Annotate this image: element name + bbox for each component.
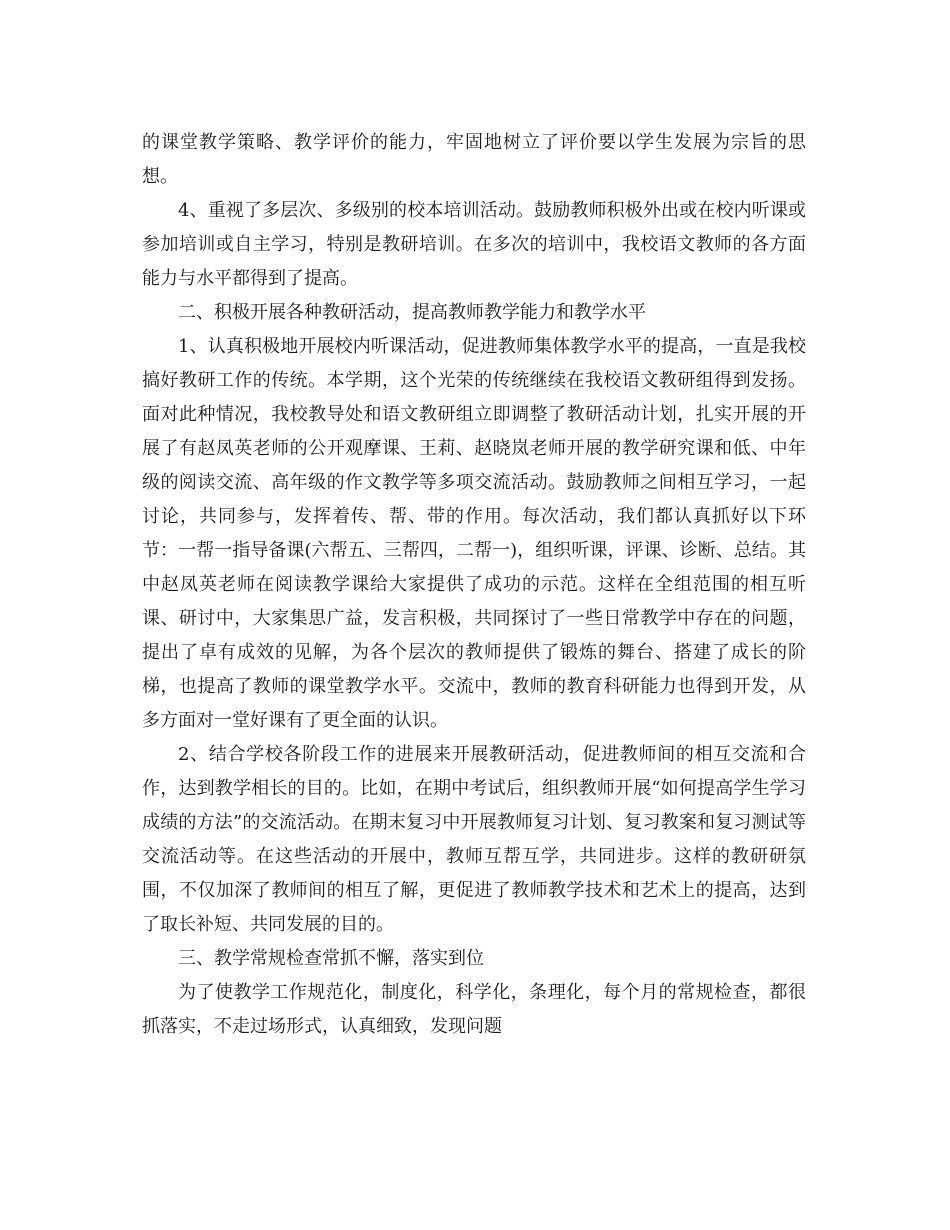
paragraph-2: 4、重视了多层次、多级别的校本培训活动。鼓励教师积极外出或在校内听课或参加培训或自主学习，特别是教研培训。在多次的培训中，我校语文教师的各方面能力与水平都得到了提高。 [142,200,806,289]
paragraph-3: 1、认真积极地开展校内听课活动，促进教师集体教学水平的提高，一直是我校搞好教研工作的传统。本学期，这个光荣的传统继续在我校语文教研组得到发扬。面对此种情况，我校教导处和语文教研组立即调整了教研活动计划，扎实开展的开展了有赵凤英老师的公开观摩课、王莉、赵晓岚老师开展的教学研究课和低、中年级的阅读交流、高年级的作文教学等多项交流活动。鼓励教师之间相互学习，一起讨论，共同参与，发挥着传、帮、带的作用。每次活动，我们都认真抓好以下环节：一帮一指导备课(六帮五、三帮四，二帮一)，组织听课，评课、诊断、总结。其中赵凤英老师在阅读教学课给大家提供了成功的示范。这样在全组范围的相互听课、研讨中，大家集思广益，发言积极，共同探讨了一些日常教学中存在的问题，提出了卓有成效的见解，为各个层次的教师提供了锻炼的舞台、搭建了成长的阶梯，也提高了教师的课堂教学水平。交流中，教师的教育科研能力也得到开发，从多方面对一堂好课有了更全面的认识。 [142,336,806,731]
document-body [142,126,806,1044]
paragraph-5: 为了使教学工作规范化，制度化，科学化，条理化，每个月的常规检查，都很抓落实，不走过场形式，认真细致，发现问题 [142,982,806,1037]
paragraph-4: 2、结合学校各阶段工作的进展来开展教研活动，促进教师间的相互交流和合作，达到教学相长的目的。比如，在期中考试后，组织教师开展“如何提高学生学习成绩的方法”的交流活动。在期末复习中开展教师复习计划、复习教案和复习测试等交流活动等。在这些活动的开展中，教师互帮互学，共同进步。这样的教研研氛围，不仅加深了教师间的相互了解，更促进了教师教学技术和艺术上的提高，达到了取长补短、共同发展的目的。 [142,744,806,935]
section-heading-2: 二、积极开展各种教研活动，提高教师教学能力和教学水平 [178,302,646,323]
paragraph-1: 的课堂教学策略、教学评价的能力，牢固地树立了评价要以学生发展为宗旨的思想。 [142,132,806,187]
section-heading-3: 三、教学常规检查常抓不懈，落实到位 [178,948,484,969]
